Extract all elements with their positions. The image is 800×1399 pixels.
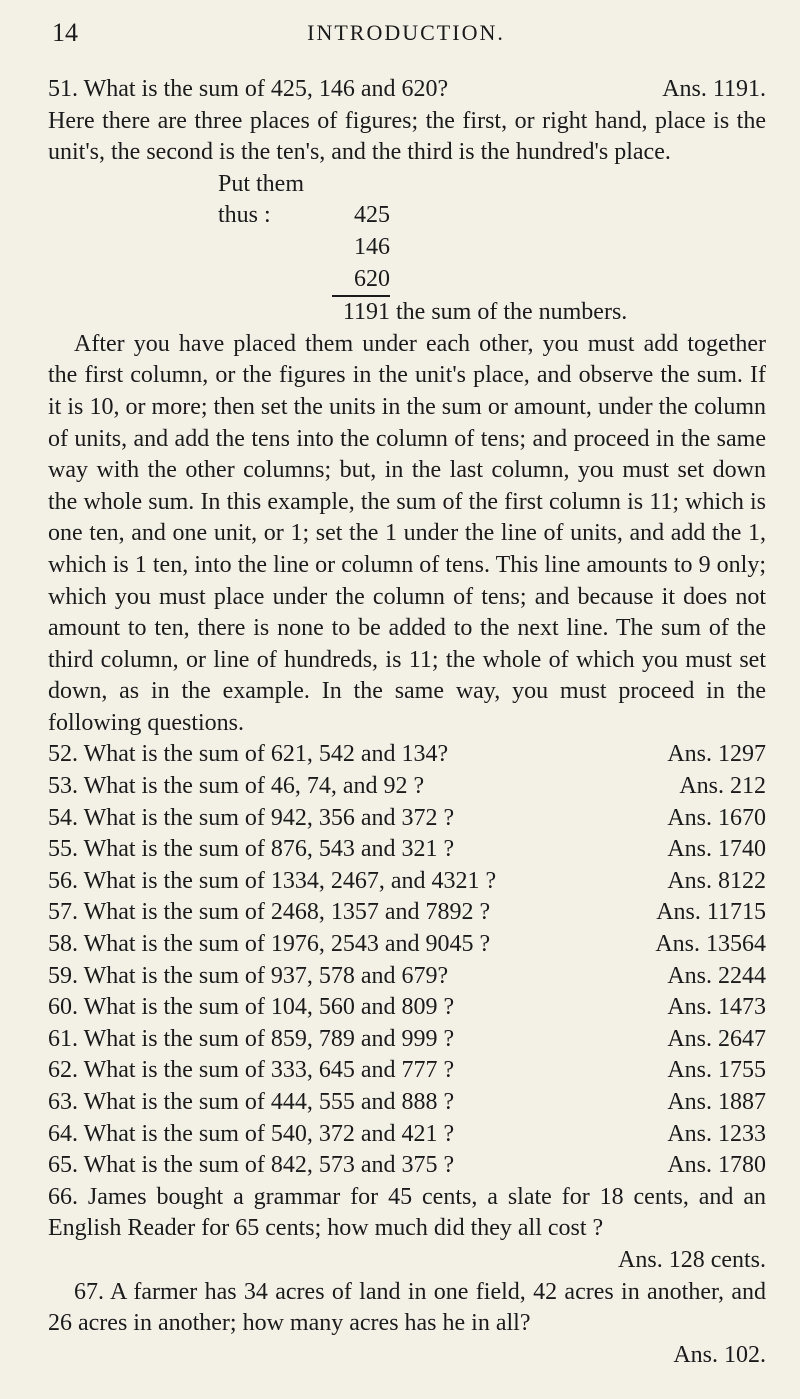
list-item bbox=[48, 771, 766, 803]
list-item bbox=[48, 803, 766, 835]
question-text: 61. What is the sum of 859, 789 and 999 ? bbox=[48, 1025, 455, 1052]
question-51-answer: Ans. 1191. bbox=[662, 76, 766, 102]
answer-label: Ans. bbox=[667, 1089, 712, 1115]
question-text: 63. What is the sum of 444, 555 and 888 ? bbox=[48, 1089, 455, 1115]
word-problem-66: 66. James bought a grammar for 45 cents, a slate for 18 cents, and an English Reader for 65 cents; how much did they all cost ? bbox=[48, 1183, 766, 1242]
answer-value: 1755 bbox=[718, 1057, 766, 1084]
list-item bbox=[48, 1024, 766, 1056]
answer-label: Ans. bbox=[656, 899, 701, 926]
list-item bbox=[48, 897, 766, 929]
answer-label: Ans. bbox=[667, 1025, 712, 1052]
answer-value: 1233 bbox=[718, 1120, 766, 1147]
question-text: 54. What is the sum of 942, 356 and 372 ? bbox=[48, 804, 455, 831]
answer-label: Ans. bbox=[667, 867, 712, 894]
running-title: INTRODUCTION. bbox=[307, 20, 505, 45]
addend: 425 bbox=[354, 202, 390, 229]
answer-label: Ans. bbox=[667, 741, 712, 768]
page-number: 14 bbox=[52, 18, 78, 47]
answer-value: 1780 bbox=[718, 1152, 766, 1179]
question-51-text: 51. What is the sum of 425, 146 and 620? bbox=[48, 76, 449, 102]
list-item bbox=[48, 866, 766, 898]
list-item bbox=[48, 739, 766, 771]
answer-value: 8122 bbox=[718, 867, 766, 894]
answer-value: 1887 bbox=[718, 1089, 766, 1115]
question-text: 53. What is the sum of 46, 74, and 92 ? bbox=[48, 773, 425, 800]
question-text: 65. What is the sum of 842, 573 and 375 ? bbox=[48, 1152, 455, 1179]
word-problem-67-answer-line bbox=[48, 1340, 766, 1372]
answer-value: 13564 bbox=[706, 931, 766, 958]
answer-value: 1740 bbox=[718, 836, 766, 863]
list-item bbox=[48, 1119, 766, 1151]
answer-value: 2647 bbox=[718, 1025, 766, 1052]
question-text: 62. What is the sum of 333, 645 and 777 ? bbox=[48, 1057, 455, 1084]
list-item bbox=[48, 834, 766, 866]
answer-label: Ans. bbox=[679, 773, 724, 800]
example-total: 1191 bbox=[342, 299, 390, 326]
answer-value: 11715 bbox=[706, 899, 766, 926]
place-value-explanation: Here there are three places of figures; the first, or right hand, place is the unit's, the second is the ten's, and the third is the hundred's place. bbox=[48, 107, 766, 166]
page-header bbox=[52, 16, 760, 52]
answer-label: Ans. bbox=[667, 804, 712, 831]
answer-value: 2244 bbox=[718, 962, 766, 989]
question-text: 52. What is the sum of 621, 542 and 134? bbox=[48, 741, 449, 768]
answer-label: Ans. bbox=[667, 1057, 712, 1084]
word-problem-67-answer: Ans. 102. bbox=[673, 1341, 766, 1368]
answer-label: Ans. bbox=[667, 1152, 712, 1179]
put-them-label: Put them thus : bbox=[218, 170, 305, 229]
word-problem-67: 67. A farmer has 34 acres of land in one field, 42 acres in another, and 26 acres in another; how many acres has he in all? bbox=[48, 1278, 766, 1337]
list-item bbox=[48, 929, 766, 961]
example-total-note: the sum of the numbers. bbox=[396, 299, 628, 326]
word-problem-66-answer: Ans. 128 cents. bbox=[618, 1246, 766, 1273]
word-problem-66-answer-line bbox=[48, 1245, 766, 1277]
question-text: 57. What is the sum of 2468, 1357 and 7892 ? bbox=[48, 899, 491, 926]
answer-label: Ans. bbox=[655, 931, 700, 958]
question-text: 60. What is the sum of 104, 560 and 809 ? bbox=[48, 994, 455, 1021]
addition-instruction: After you have placed them under each other, you must add together the first column, or the figures in the unit's place, and observe the sum. If it is 10, or more; then set the units in the sum or amount, under the column of units, and add the tens into the column of tens; and proceed in the same way with the other columns; but, in the last column, you must set down the whole sum. In this example, the sum of the first column is 11; which is one ten, and one unit, or 1; set the 1 under the line of units, and add the 1, which is 1 ten, into the line or column of tens. This line amounts to 9 only; which you must place under the column of tens; and because it does not amount to ten, there is none to be added to the next line. The sum of the third column, or line of hundreds, is 11; the whole of which you must set down, as in the example. In the same way, you must proceed in the following questions. bbox=[48, 330, 766, 736]
addend: 620 bbox=[332, 264, 390, 298]
answer-value: 1473 bbox=[718, 994, 766, 1021]
page-body bbox=[48, 74, 766, 1371]
question-text: 55. What is the sum of 876, 543 and 321 ? bbox=[48, 836, 455, 863]
list-item bbox=[48, 1055, 766, 1087]
answer-label: Ans. bbox=[667, 1120, 712, 1147]
question-51 bbox=[48, 74, 766, 106]
answer-label: Ans. bbox=[667, 994, 712, 1021]
question-text: 59. What is the sum of 937, 578 and 679? bbox=[48, 962, 449, 989]
list-item bbox=[48, 992, 766, 1024]
worked-example-row bbox=[218, 264, 766, 298]
worked-example-total-row bbox=[218, 297, 766, 329]
list-item bbox=[48, 961, 766, 993]
answer-value: 212 bbox=[730, 773, 766, 800]
answer-label: Ans. bbox=[667, 962, 712, 989]
answer-value: 1670 bbox=[718, 804, 766, 831]
worked-example-row bbox=[218, 169, 766, 232]
list-item bbox=[48, 1150, 766, 1182]
addend: 146 bbox=[354, 233, 390, 260]
worked-example-row bbox=[218, 232, 766, 264]
question-list bbox=[48, 739, 766, 1181]
question-text: 56. What is the sum of 1334, 2467, and 4321 ? bbox=[48, 867, 497, 894]
question-text: 58. What is the sum of 1976, 2543 and 9045 ? bbox=[48, 931, 491, 958]
list-item bbox=[48, 1087, 766, 1119]
worked-example bbox=[218, 169, 766, 329]
answer-value: 1297 bbox=[718, 741, 766, 768]
question-text: 64. What is the sum of 540, 372 and 421 ? bbox=[48, 1120, 455, 1147]
answer-label: Ans. bbox=[667, 836, 712, 863]
